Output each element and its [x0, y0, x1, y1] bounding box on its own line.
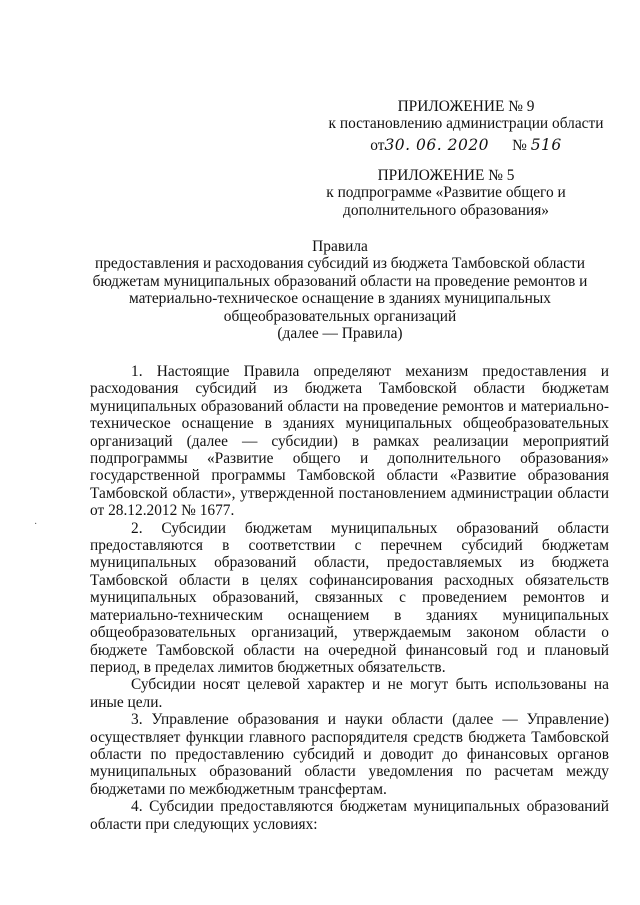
paragraph-3: 3. Управление образования и науки области (далее — Управление) осуществляет функции главного распорядителя средств бюджета Тамбовской области по предоставлению субсидий и доводит до финансовых органов муниципальных образований области уведомления по расчетам между бюджетами по межбюджетным трансфертам.: [90, 711, 609, 798]
appendix-5-line-2: дополнительного образования»: [343, 201, 549, 219]
appendix-9-date-line: [326, 137, 606, 154]
handwritten-date: 30. 06. 2020: [384, 135, 490, 154]
number-label: №: [512, 136, 527, 154]
document-body: [90, 363, 609, 833]
heading-line-2: предоставления и расходования субсидий из бюджета Тамбовской области: [94, 255, 586, 273]
appendix-9-line: к постановлению администрации области: [328, 115, 604, 133]
heading-line-3: бюджетам муниципальных образований области на проведение ремонтов и: [92, 272, 588, 290]
paragraph-2: 2. Субсидии бюджетам муниципальных образований области предоставляются в соответствии с перечнем субсидий бюджетам муниципальных образований области, предоставляемых из бюджета Тамбовской области в целях софинансирования расходных обязательств муниципальных образований, связанных с проведением ремонтов и материально-техническим оснащением в зданиях муниципальных общеобразовательных организаций, утверждаемым законом области о бюджете Тамбовской области на очередной финансовый год и плановый период, в пределах лимитов бюджетных обязательств.: [90, 519, 609, 676]
from-label: от: [370, 136, 385, 154]
heading-line-1: Правила: [312, 238, 368, 255]
heading-line-5: общеобразовательных организаций: [223, 307, 457, 325]
heading-line-6: (далее — Правила): [277, 325, 403, 343]
paragraph-1: 1. Настоящие Правила определяют механизм предоставления и расходования субсидий из бюджета Тамбовской области бюджетам муниципальных образований области на проведение ремонтов и материально-техническое оснащение в зданиях муниципальных общеобразовательных организаций (далее — субсидии) в рамках реализации мероприятий подпрограммы «Развитие общего и дополнительного образования» государственной программы Тамбовской области «Развитие образования Тамбовской области», утвержденной постановлением администрации области от 28.12.2012 № 1677.: [90, 363, 609, 520]
appendix-5-line-1: к подпрограмме «Развитие общего и: [326, 184, 566, 202]
heading-line-4: материально-техническое оснащение в зданиях муниципальных: [129, 290, 551, 308]
handwritten-number: 516: [530, 135, 562, 154]
appendix-5-block: [306, 167, 586, 219]
appendix-5-title: ПРИЛОЖЕНИЕ № 5: [377, 167, 515, 184]
margin-mark: ·: [34, 519, 38, 530]
appendix-9-title: ПРИЛОЖЕНИЕ № 9: [397, 98, 535, 115]
appendix-9-block: [326, 98, 606, 154]
document-heading: [60, 238, 620, 342]
paragraph-2-note: Субсидии носят целевой характер и не могут быть использованы на иные цели.: [90, 676, 609, 711]
paragraph-4: 4. Субсидии предоставляются бюджетам муниципальных образований области при следующих условиях:: [90, 798, 609, 833]
